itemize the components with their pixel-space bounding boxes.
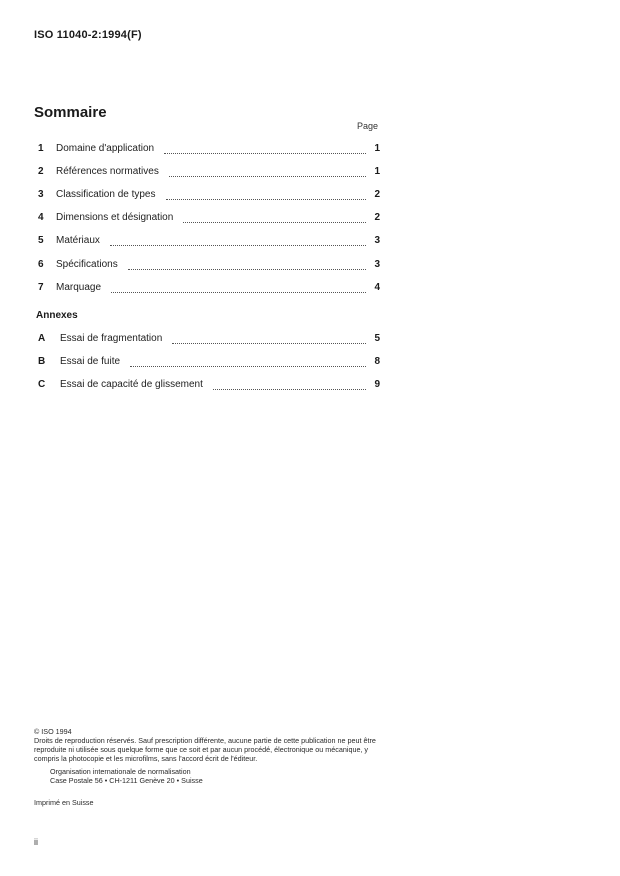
annex-item[interactable] [38, 356, 380, 370]
toc-item-page: 1 [374, 143, 380, 154]
toc-item-number: 6 [38, 259, 44, 270]
toc-item-number: 3 [38, 189, 44, 200]
toc-item-label: Matériaux [56, 235, 100, 246]
toc-leader-dots [111, 292, 366, 293]
toc-title: Sommaire [34, 104, 107, 121]
toc-page-column-label: Page [357, 121, 379, 131]
annex-item[interactable] [38, 333, 380, 347]
toc-item-number: 5 [38, 235, 44, 246]
toc-leader-dots [213, 389, 366, 390]
toc-leader-dots [164, 153, 366, 154]
toc-leader-dots [172, 343, 366, 344]
copyright-rights-text: Droits de reproduction réservés. Sauf prescription différente, aucune partie de cette publication ne peut être reproduite ni utilisée sous quelque forme que ce soit et par aucun procédé, électronique ou mécanique, y compris la photocopie et les microfilms, sans l'accord écrit de l'éditeur. [34, 736, 376, 763]
toc-item[interactable] [38, 212, 380, 226]
annex-item-label: Essai de fuite [60, 356, 121, 367]
toc-item[interactable] [38, 189, 380, 203]
toc-item-label: Spécifications [56, 259, 118, 270]
toc-leader-dots [130, 366, 366, 367]
annex-item-label: Essai de fragmentation [60, 333, 163, 344]
toc-item-label: Références normatives [56, 166, 159, 177]
toc-item-page: 3 [374, 235, 380, 246]
toc-item[interactable] [38, 166, 380, 180]
toc-item-label: Marquage [56, 282, 102, 293]
toc-leader-dots [169, 176, 366, 177]
toc-leader-dots [128, 269, 366, 270]
annex-item-label: Essai de capacité de glissement [60, 379, 203, 390]
copyright-line: © ISO 1994 [34, 727, 72, 736]
toc-item-page: 1 [374, 166, 380, 177]
toc-item-page: 3 [374, 259, 380, 270]
toc-item[interactable] [38, 282, 380, 296]
toc-item-label: Classification de types [56, 189, 156, 200]
organization-name: Organisation internationale de normalisation [50, 767, 191, 776]
organization-address: Case Postale 56 • CH-1211 Genève 20 • Suisse [50, 776, 203, 785]
annex-item-letter: B [38, 356, 46, 367]
toc-item-number: 1 [38, 143, 44, 154]
document-id: ISO 11040-2:1994(F) [34, 29, 142, 41]
toc-item-label: Dimensions et désignation [56, 212, 174, 223]
annex-item-letter: A [38, 333, 46, 344]
annexes-heading: Annexes [36, 310, 78, 321]
page-number: ii [34, 837, 38, 847]
copyright-notice [34, 727, 384, 785]
toc-item-page: 4 [374, 282, 380, 293]
toc-item-number: 2 [38, 166, 44, 177]
toc-item[interactable] [38, 235, 380, 249]
toc-item-number: 4 [38, 212, 44, 223]
toc-item-page: 2 [374, 212, 380, 223]
toc-item-page: 2 [374, 189, 380, 200]
toc-item-label: Domaine d'application [56, 143, 155, 154]
toc-item-number: 7 [38, 282, 44, 293]
toc-item[interactable] [38, 143, 380, 157]
toc-leader-dots [166, 199, 367, 200]
toc-leader-dots [183, 222, 366, 223]
annex-item-page: 5 [374, 333, 380, 344]
printed-in: Imprimé en Suisse [34, 798, 94, 807]
toc-leader-dots [110, 245, 366, 246]
annex-item[interactable] [38, 379, 380, 393]
toc-item[interactable] [38, 259, 380, 273]
annex-item-letter: C [38, 379, 46, 390]
annex-item-page: 9 [374, 379, 380, 390]
annex-item-page: 8 [374, 356, 380, 367]
